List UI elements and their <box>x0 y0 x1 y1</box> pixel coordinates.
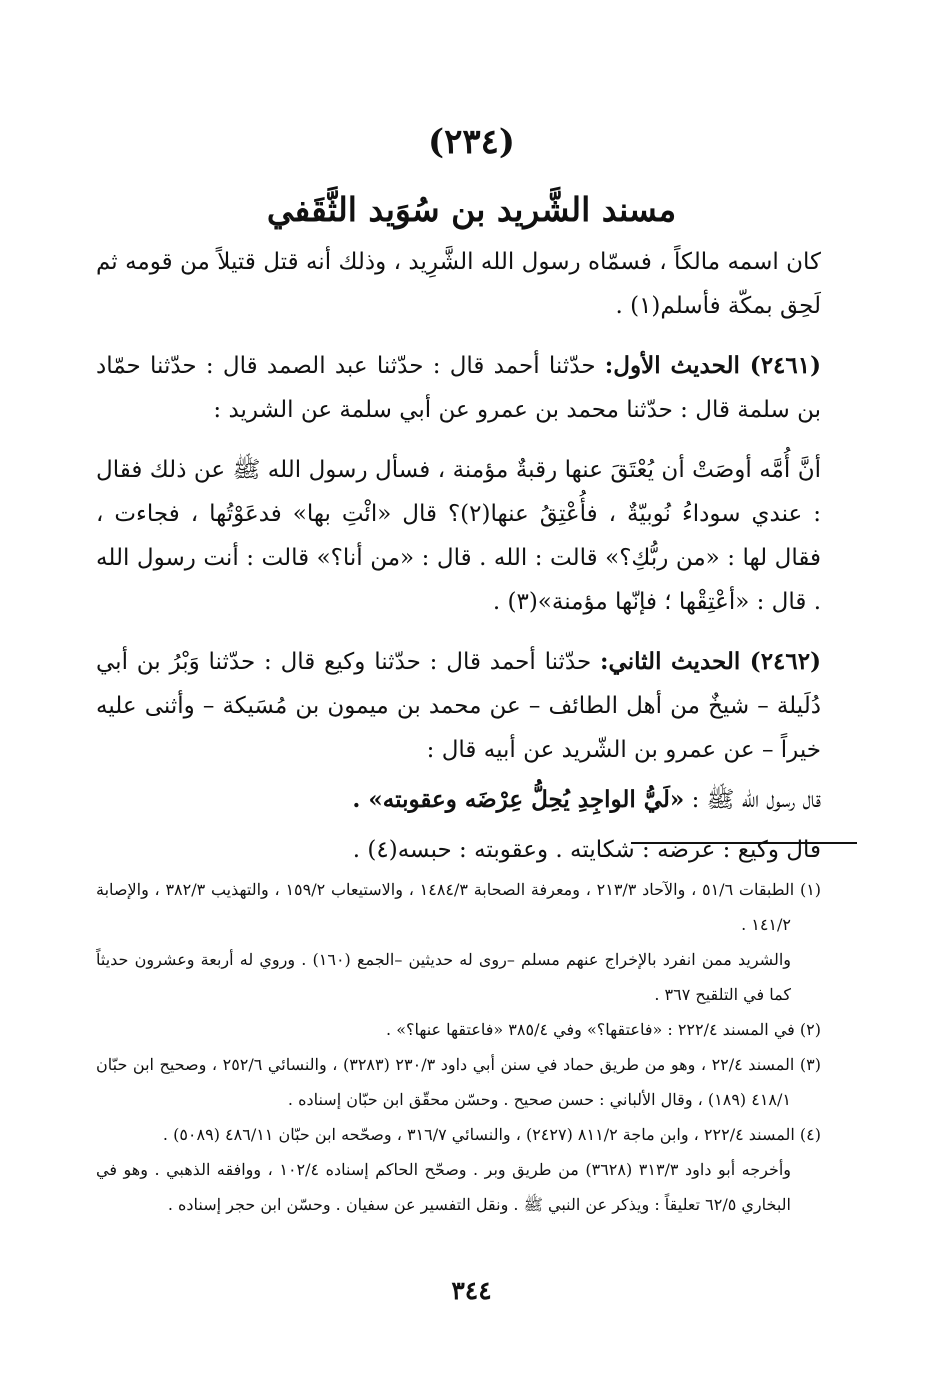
hadith-2-explanation: قال وكيع : عرضه : شكايته . وعقوبته : حبسه(٤) . <box>352 837 821 863</box>
hadith-2-label: (٢٤٦٢) الحديث الثاني: <box>600 648 821 675</box>
footnote-1: (١) الطبقات ٥١/٦ ، والآحاد ٢١٣/٣ ، ومعرفة الصحابة ١٤٨٤/٣ ، والاستيعاب ١٥٩/٢ ، والتهذيب ٣٨٢/٣ ، والإصابة ١٤١/٢ . <box>96 880 822 934</box>
hadith-2-quote: «لَيُّ الواجِدِ يُحِلُّ عِرْضَه وعقوبته» . <box>352 786 685 813</box>
intro-paragraph <box>96 240 821 328</box>
hadith-2-text <box>96 778 821 822</box>
main-text <box>96 240 821 888</box>
chapter-title: مسند الشَّريد بن سُوَيد الثَّقَفي <box>266 190 677 229</box>
page-number: ٣٤٤ <box>451 1276 492 1305</box>
hadith-1-text: أنَّ أُمَّه أوصَتْ أن يُعْتَقَ عنها رقبةٌ مؤمنة ، فسأل رسول الله ﷺ عن ذلك فقال : عندي سوداءُ نُوبيّةٌ ، فأُعْتِقُ عنها(٢)؟ قال «ائْتِ بها» فدعَوْتُها ، فجاءت ، فقال لها : «من ربُّكِ؟» قالت : الله . قال : «من أنا؟» قالت : أنت رسول الله . قال : «أعْتِقْها ؛ فإنّها مؤمنة»(٣) . <box>96 457 821 615</box>
footnote-4-continued: وأخرجه أبو داود ٣١٣/٣ (٣٦٢٨) من طريق وبر . وصحّح الحاكم إسناده ١٠٢/٤ ، ووافقه الذهبي . وهو في البخاري ٦٢/٥ تعليقاً : ويذكر عن النبي ﷺ . ونقل التفسير عن سفيان . وحسّن ابن حجر إسناده . <box>96 1160 792 1214</box>
hadith-1-label: (٢٤٦١) الحديث الأول: <box>604 352 822 379</box>
footnotes <box>96 872 821 1222</box>
footnote-2: (٢) في المسند ٢٢٢/٤ : «فاعتقها؟» وفي ٣٨٥/٤ «فاعتقها عنها؟» . <box>386 1020 821 1039</box>
hadith-2-isnad: حدّثنا أحمد قال : حدّثنا وكيع قال : حدّثنا وَبْرُ بن أبي دُلَيلة – شيخٌ من أهل الطائف – عن محمد بن ميمون بن مُسَيكة – وأثنى عليه خيراً – عن عمرو بن الشّريد عن أبيه قال : <box>96 649 821 763</box>
hadith-2-prefix: قال رسول الله ﷺ : <box>691 787 821 813</box>
hadith-1-isnad: حدّثنا أحمد قال : حدّثنا عبد الصمد قال : حدّثنا حمّاد بن سلمة قال : حدّثنا محمد بن عمرو عن أبي سلمة عن الشريد : <box>96 353 821 423</box>
footnote-separator <box>631 842 857 844</box>
footnote-3: (٣) المسند ٢٢/٤ ، وهو من طريق حماد في سنن أبي داود ٢٣٠/٣ (٣٢٨٣) ، والنسائي ٢٥٢/٦ ، وصحيح ابن حبّان ٤١٨/١ (١٨٩) ، وقال الألباني : حسن صحيح . وحسّن محقّق ابن حبّان إسناده . <box>96 1055 822 1109</box>
chapter-number: (٢٣٤) <box>428 122 515 162</box>
footnote-1-continued: والشريد ممن انفرد بالإخراج عنهم مسلم –روى له حديثين –الجمع (١٦٠) . وروي له أربعة وعشرون حديثاً كما في التلقيح ٣٦٧ . <box>96 950 792 1004</box>
hadith-1-chain <box>96 344 821 432</box>
footnote-4: (٤) المسند ٢٢٢/٤ ، وابن ماجة ٨١١/٢ (٢٤٢٧) ، والنسائي ٣١٦/٧ ، وصحّحه ابن حبّان ٤٨٦/١١ (٥٠٨٩) . <box>162 1125 821 1144</box>
intro-line: بمكّة فأسلم(١) . <box>615 293 773 319</box>
intro-line: كان اسمه مالكاً ، فسمّاه رسول الله الشَّرِيد ، وذلك أنه قتل قتيلاً من قومه ثم لَحِق <box>96 249 821 319</box>
hadith-2-chain <box>96 640 821 772</box>
